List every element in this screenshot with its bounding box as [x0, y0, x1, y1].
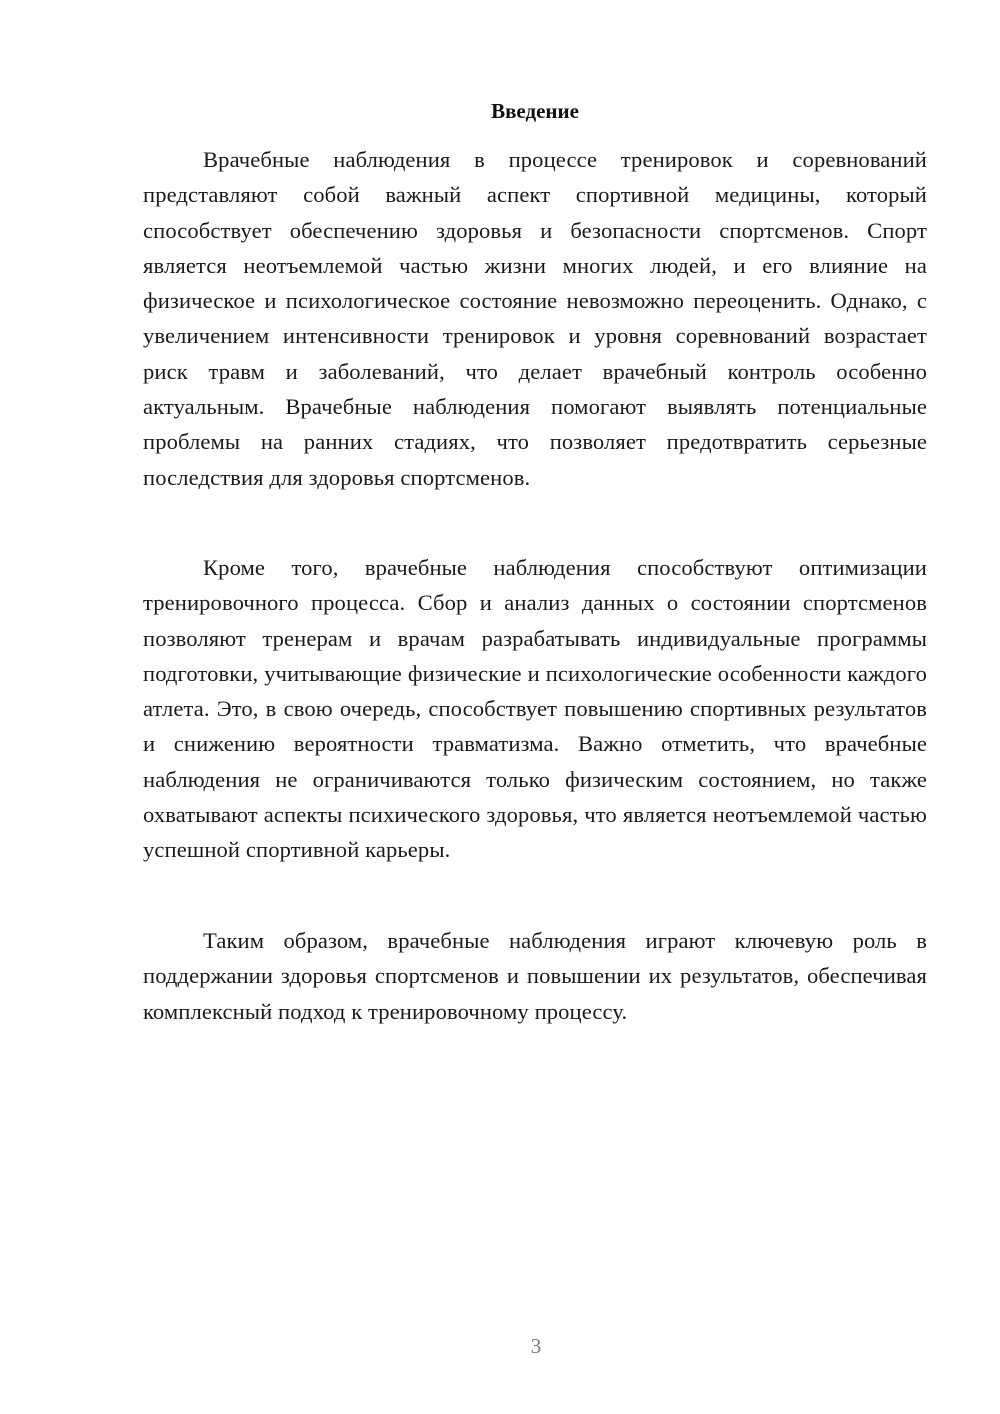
paragraph-2: Кроме того, врачебные наблюдения способствуют оптимизации тренировочного процесса. Сбор и анализ данных о состоянии спортсменов позволяют тренерам и врачам разрабатывать индивидуальные программы подготовки, учитывающие физические и психологические особенности каждого атлета. Это, в свою очередь, способствует повышению спортивных результатов и снижению вероятности травматизма. Важно отметить, что врачебные наблюдения не ограничиваются только физическим состоянием, но также охватывают аспекты психического здоровья, что является неотъемлемой частью успешной спортивной карьеры.	[143, 555, 927, 863]
section-title: Введение	[491, 99, 579, 123]
paragraph-3: Таким образом, врачебные наблюдения играют ключевую роль в поддержании здоровья спортсменов и повышении их результатов, обеспечивая комплексный подход к тренировочному процессу.	[143, 928, 927, 1024]
page-number: 3	[530, 1334, 542, 1358]
paragraph-1: Врачебные наблюдения в процессе тренировок и соревнований представляют собой важный аспект спортивной медицины, который способствует обеспечению здоровья и безопасности спортсменов. Спорт является неотъемлемой частью жизни многих людей, и его влияние на физическое и психологическое состояние невозможно переоценить. Однако, с увеличением интенсивности тренировок и уровня соревнований возрастает риск травм и заболеваний, что делает врачебный контроль особенно актуальным. Врачебные наблюдения помогают выявлять потенциальные проблемы на ранних стадиях, что позволяет предотвратить серьезные последствия для здоровья спортсменов.	[143, 147, 927, 490]
